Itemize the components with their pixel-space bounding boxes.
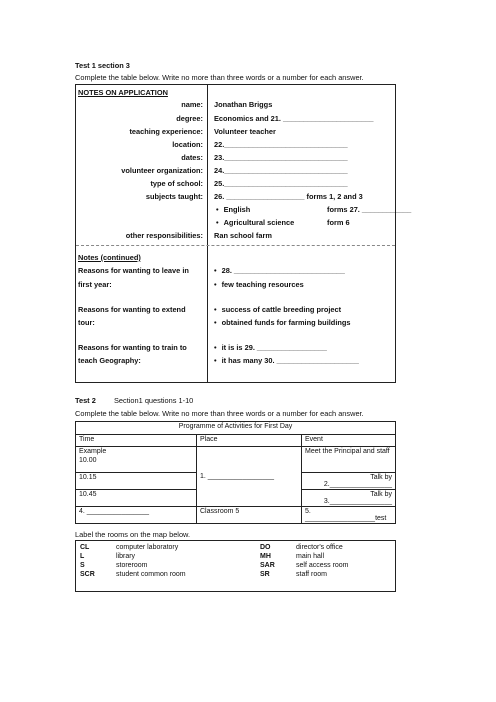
notes-continued-title: Notes (continued) (78, 253, 141, 262)
reason-leave-point-2: • few teaching resources (214, 280, 304, 289)
legend-code-mh: MH (260, 553, 271, 560)
field-label-degree: degree: (176, 114, 203, 123)
programme-table-title: Programme of Activities for First Day (76, 422, 396, 435)
legend-name-cl: computer laboratory (116, 544, 179, 551)
reason-extend-label: Reasons for wanting to extend (78, 305, 186, 314)
subject-agricultural-science-forms: form 6 (327, 218, 350, 227)
notes-section-divider (76, 245, 395, 246)
event-cell-3: Talk by 3.________________ (302, 490, 396, 507)
legend-name-sar: self access room (296, 562, 349, 569)
notes-table-divider (207, 84, 208, 383)
reason-extend-label-cont: tour: (78, 318, 95, 327)
notes-title: NOTES ON APPLICATION (78, 88, 168, 97)
field-value-location: 22.______________________________ (214, 140, 348, 149)
event-cell-1: Meet the Principal and staff (302, 447, 396, 473)
legend-name-scr: student common room (116, 571, 186, 578)
reason-leave-point-1: • 28. ___________________________ (214, 266, 345, 275)
field-label-name: name: (181, 100, 203, 109)
programme-table (75, 421, 396, 524)
time-cell-4: 4. ________________ (76, 507, 197, 524)
field-value-name: Jonathan Briggs (214, 100, 273, 109)
legend-code-sar: SAR (260, 562, 275, 569)
field-value-volunteer-organization: 24.______________________________ (214, 166, 348, 175)
field-value-degree: Economics and 21. ______________________ (214, 114, 374, 123)
legend-name-do: director's office (296, 544, 343, 551)
header-time: Time (76, 435, 197, 447)
legend-code-cl: CL (80, 544, 90, 551)
legend-code-s: S (80, 562, 85, 569)
field-value-teaching-experience: Volunteer teacher (214, 127, 276, 136)
legend-name-s: storeroom (116, 562, 148, 569)
legend-code-l: L (80, 553, 85, 560)
legend-code-do: DO (260, 544, 271, 551)
field-label-other-responsibilities: other responsibilities: (125, 231, 203, 240)
subject-english: • English (216, 205, 250, 214)
reason-geography-label: Reasons for wanting to train to (78, 343, 187, 352)
legend-code-sr: SR (260, 571, 270, 578)
reason-extend-point-1: • success of cattle breeding project (214, 305, 341, 314)
reason-geography-point-2: • it has many 30. ____________________ (214, 356, 359, 365)
reason-geography-label-cont: teach Geography: (78, 356, 141, 365)
reason-leave-label-cont: first year: (78, 280, 112, 289)
legend-code-scr: SCR (80, 571, 95, 578)
header-event: Event (302, 435, 396, 447)
legend-name-sr: staff room (296, 571, 327, 578)
reason-extend-point-2: • obtained funds for farming buildings (214, 318, 351, 327)
room-legend (75, 540, 396, 592)
subject-english-forms: forms 27. ____________ (327, 205, 412, 214)
subject-agricultural-science: • Agricultural science (216, 218, 294, 227)
place-cell-1: 1. _________________ (197, 447, 302, 507)
field-value-other-responsibilities: Ran school farm (214, 231, 272, 240)
field-label-volunteer-organization: volunteer organization: (121, 166, 203, 175)
test2-section: Section1 questions 1-10 (114, 396, 194, 405)
field-label-type-of-school: type of school: (150, 179, 203, 188)
legend-name-mh: main hall (296, 553, 325, 560)
field-label-subjects-taught: subjects taught: (145, 192, 203, 201)
room-legend-table (78, 543, 393, 579)
time-1015: 10.15 (76, 473, 197, 490)
test2-instruction: Complete the table below. Write no more than three words or a number for each answer. (75, 409, 364, 418)
map-instruction: Label the rooms on the map below. (75, 530, 191, 539)
place-classroom-5: Classroom 5 (197, 507, 302, 524)
header-place: Place (197, 435, 302, 447)
field-value-subjects-taught: 26. ___________________ forms 1, 2 and 3 (214, 192, 363, 201)
time-1000: 10.00 (79, 457, 97, 464)
test1-heading: Test 1 section 3 (75, 61, 130, 70)
example-label: Example (79, 448, 107, 455)
event-cell-2: Talk by 2.________________ (302, 473, 396, 490)
field-value-type-of-school: 25.______________________________ (214, 179, 348, 188)
field-label-location: location: (172, 140, 203, 149)
field-label-dates: dates: (181, 153, 203, 162)
field-value-dates: 23.______________________________ (214, 153, 348, 162)
test1-instruction: Complete the table below. Write no more than three words or a number for each answer. (75, 73, 364, 82)
time-cell-example (76, 447, 197, 473)
reason-leave-label: Reasons for wanting to leave in (78, 266, 189, 275)
reason-geography-point-1: • it is is 29. _________________ (214, 343, 327, 352)
field-label-teaching-experience: teaching experience: (129, 127, 203, 136)
event-cell-5: 5. __________________test (302, 507, 396, 524)
time-1045: 10.45 (76, 490, 197, 507)
test2-heading: Test 2 (75, 396, 96, 405)
legend-name-l: library (116, 553, 136, 560)
